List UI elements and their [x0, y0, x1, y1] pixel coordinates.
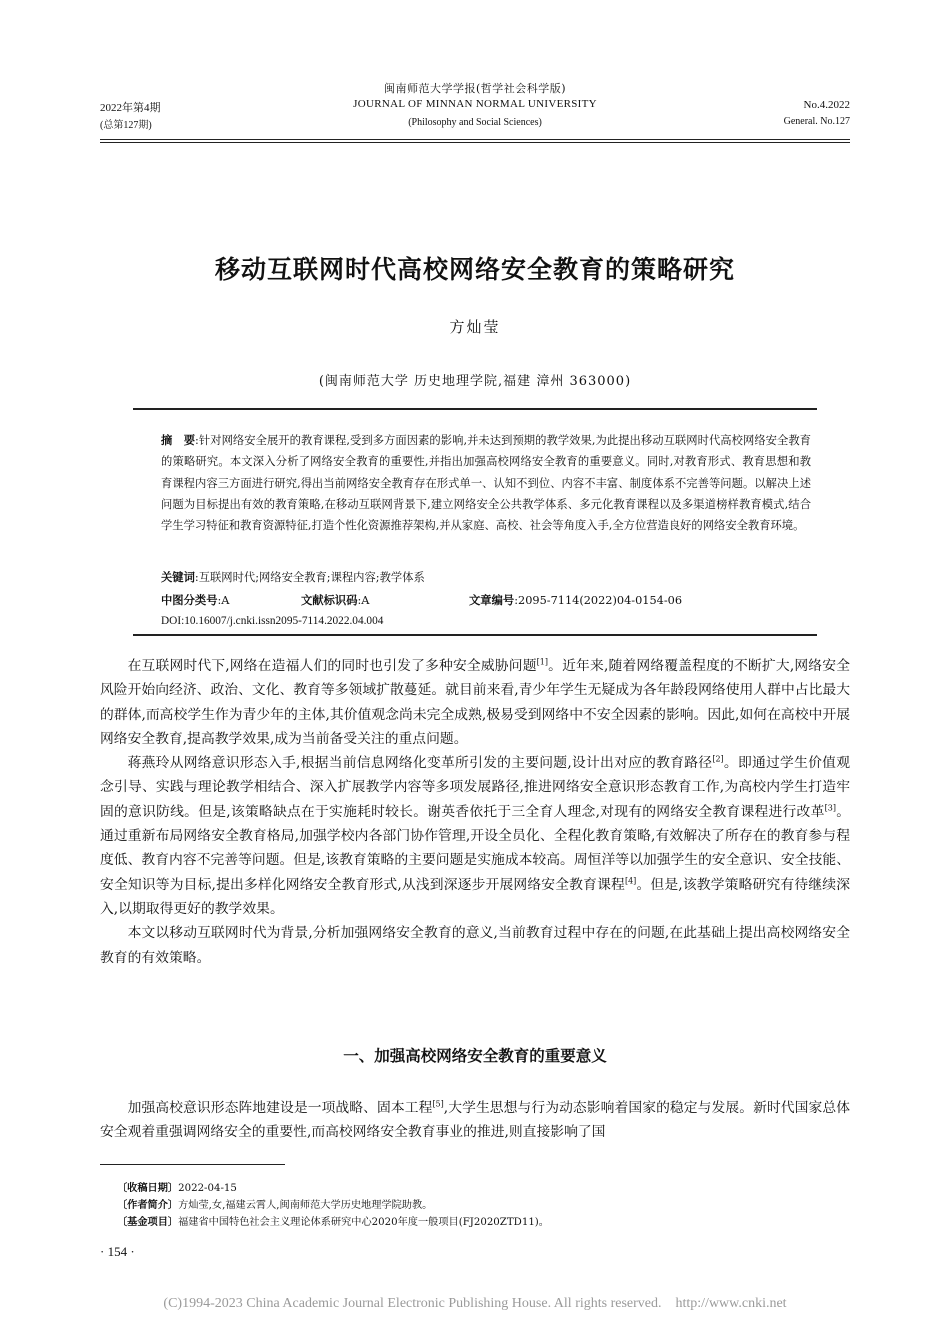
abstract-label: 摘 要: [161, 434, 196, 447]
citation: [5]: [432, 1099, 444, 1109]
paragraph: 本文以移动互联网时代为背景,分析加强网络安全教育的意义,当前教育过程中存在的问题,在此基础上提出高校网络安全教育的有效策略。: [100, 925, 850, 966]
citation: [3]: [824, 803, 836, 813]
paper-title: 移动互联网时代高校网络安全教育的策略研究: [214, 255, 735, 284]
total-issue-cn: (总第127期): [100, 120, 152, 131]
abstract: [161, 430, 811, 536]
article-number-value: :2095-7114(2022)04-0154-06: [514, 594, 683, 607]
text-run: 。但是,该教学策略研究有待继续深入,以期取得更好的教学效果。: [100, 876, 850, 917]
journal-title-en: JOURNAL OF MINNAN NORMAL UNIVERSITY: [353, 98, 597, 110]
text-run: 。通过重新布局网络安全教育格局,加强学校内各部门协作管理,开设全员化、全程化教育策略,有效解决了所存在的教育参与程度低、教育内容不完善等问题。但是,该教育策略的主要问题是实施成本较高。周恒洋等以加强学生的安全意识、安全技能、安全知识等为目标,提出多样化网络安全教育形式,从浅到深逐步开展网络安全教育课程: [100, 803, 850, 893]
text-run: 蒋燕玲从网络意识形态入手,根据当前信息网络化变革所引发的主要问题,设计出对应的教育路径: [127, 755, 713, 772]
article-number-label: 文章编号: [469, 594, 515, 607]
paragraph: [100, 1096, 850, 1145]
footnote-text: 福建省中国特色社会主义理论体系研究中心2020年度一般项目(FJ2020ZTD11)。: [178, 1217, 549, 1228]
abstract-top-rule: [133, 408, 817, 410]
abstract-bottom-rule: [133, 634, 817, 636]
text-run: 在互联网时代下,网络在造福人们的同时也引发了多种安全威胁问题: [127, 658, 537, 674]
journal-title-cn: 闽南师范大学学报(哲学社会科学版): [383, 82, 567, 95]
total-issue-en: General. No.127: [783, 116, 850, 127]
footnote-text: 2022-04-15: [178, 1183, 237, 1194]
doc-code-label: 文献标识码: [301, 594, 358, 607]
doi: DOI:10.16007/j.cnki.issn2095-7114.2022.04.004: [161, 615, 384, 627]
classification-line: [161, 590, 811, 611]
footnote-author: [117, 1197, 432, 1214]
footnote-label: 〔作者简介〕: [117, 1200, 179, 1211]
author-name: 方灿莹: [449, 318, 501, 336]
citation: [1]: [536, 657, 548, 667]
doc-code-value: :A: [357, 594, 370, 607]
footnote-rule: [100, 1164, 285, 1165]
citation: [4]: [624, 876, 637, 886]
text-run: 。近年来,随着网络覆盖程度的不断扩大,网络安全风险开始向经济、政治、文化、教育等多领域扩散蔓延。就目前来看,青少年学生无疑成为各年龄段网络使用人群中占比最大的群体,而高校学生作为青少年的主体,其价值观念尚未完全成熟,极易受到网络中不安全因素的影响。因此,如何在高校中开展网络安全教育,提高教学效果,成为当前备受关注的重点问题。: [100, 658, 850, 747]
keywords-label: 关键词: [161, 571, 195, 584]
keywords-text: :互联网时代;网络安全教育;课程内容;教学体系: [194, 571, 425, 584]
paragraph: [100, 654, 850, 751]
text-run: 加强高校意识形态阵地建设是一项战略、固本工程: [127, 1100, 433, 1116]
clc-label: 中图分类号: [161, 594, 218, 607]
author-affiliation: (闽南师范大学 历史地理学院,福建 漳州 363000): [318, 374, 632, 389]
clc-value: :A: [217, 594, 230, 607]
footnote-text: 方灿莹,女,福建云霄人,闽南师范大学历史地理学院助教。: [178, 1200, 433, 1211]
section-heading: 一、加强高校网络安全教育的重要意义: [343, 1047, 607, 1065]
header-rule: [100, 139, 850, 143]
footnote-label: 〔基金项目〕: [117, 1217, 179, 1228]
paragraph: [100, 751, 850, 921]
footnote-received: [117, 1180, 237, 1197]
body-text: [100, 654, 850, 970]
watermark: (C)1994-2023 China Academic Journal Electronic Publishing House. All rights reserved. http://www.cnki.net: [163, 1296, 787, 1311]
text-run: ,大学生思想与行为动态影响着国家的稳定与发展。新时代国家总体安全观着重强调网络安全的重要性,而高校网络安全教育事业的推进,则直接影响了国: [100, 1100, 850, 1141]
text-run: 。即通过学生价值观念引导、实践与理论教学相结合、深入扩展教学内容等多项发展路径,推进网络安全意识形态教育工作,为高校内学生打造牢固的意识防线。但是,该策略缺点在于实施耗时较长。谢英香依托于三全育人理念,对现有的网络安全教育课程进行改革: [100, 755, 850, 820]
issue-en: No.4.2022: [803, 99, 850, 111]
page-number: · 154 ·: [100, 1244, 135, 1259]
keywords: [161, 567, 811, 588]
body-text-continued: [100, 1096, 850, 1145]
footnote-fund: [117, 1214, 549, 1231]
journal-subtitle-en: (Philosophy and Social Sciences): [408, 117, 542, 128]
citation: [2]: [712, 754, 724, 764]
footnote-label: 〔收稿日期〕: [117, 1183, 179, 1194]
issue-cn: 2022年第4期: [100, 102, 161, 114]
abstract-text: :针对网络安全展开的教育课程,受到多方面因素的影响,并未达到预期的教学效果,为此提出移动互联网时代高校网络安全教育的策略研究。本文深入分析了网络安全教育的重要性,并指出加强高校网络安全教育的重要意义。同时,对教育形式、教育思想和教育课程内容三方面进行研究,得出当前网络安全教育存在形式单一、认知不到位、内容不丰富、制度体系不完善等问题。以解决上述问题为目标提出有效的教育策略,在移动互联网背景下,建立网络安全公共教学体系、多元化教育课程以及多渠道榜样教育模式,结合学生学习特征和教育资源特征,打造个性化资源推荐架构,并从家庭、高校、社会等角度入手,全方位营造良好的网络安全教育环境。: [161, 434, 811, 533]
